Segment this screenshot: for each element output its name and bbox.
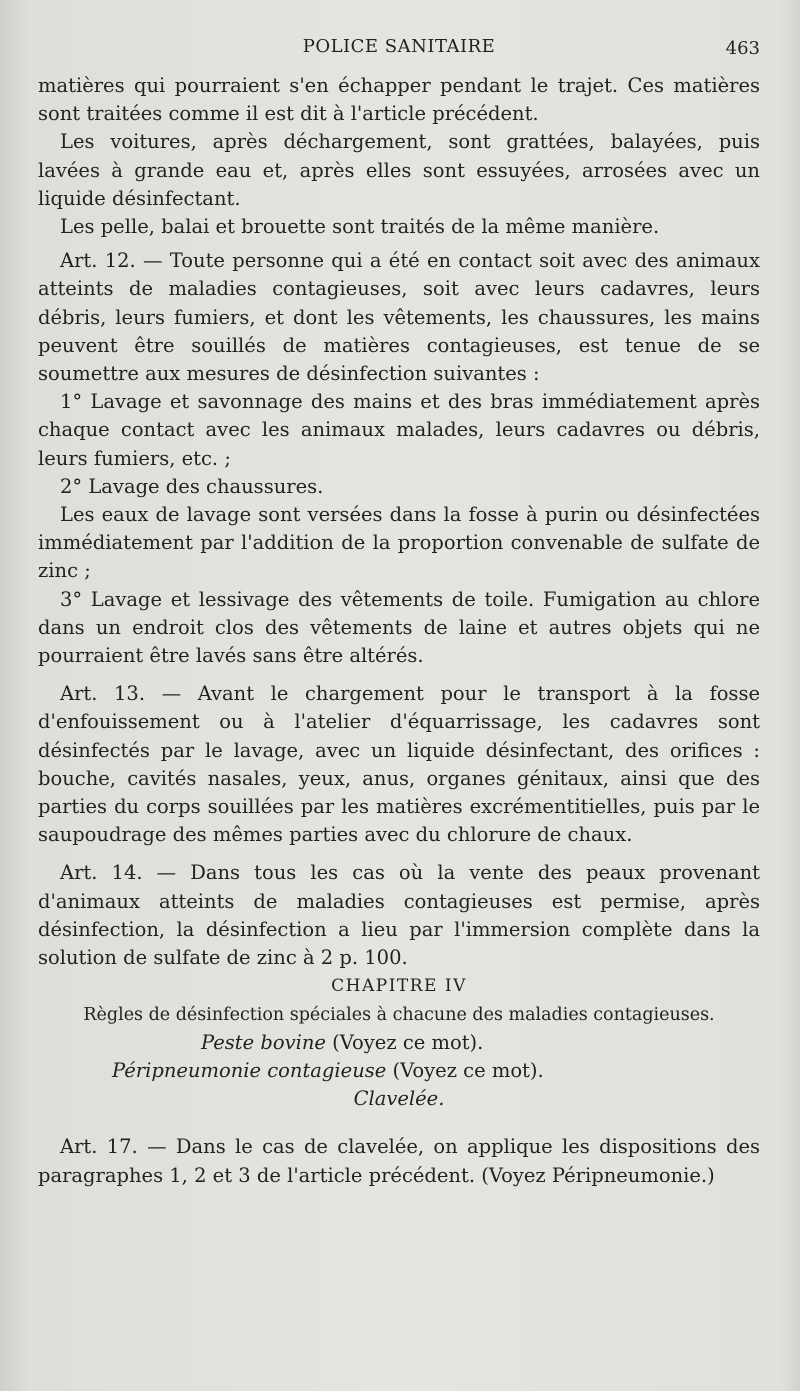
paragraph-eaux: Les eaux de lavage sont versées dans la fosse à purin ou désinfectées immédiatement par l'addition de la proportion convenable de sulfate de zinc ; xyxy=(38,503,760,583)
list-item-3: 3° Lavage et lessivage des vêtements de toile. Fumigation au chlore dans un endroit clos des vêtements de laine et autres objets qui ne pourraient être lavés sans être altérés. xyxy=(38,587,760,668)
article-12: Art. 12. — Toute personne qui a été en contact soit avec des animaux atteints de maladies contagieuses, soit avec leurs cadavres, leurs débris, leurs fumiers, et dont les vêtements, les chaussures, les mains peuvent être souillés de matières contagieuses, est tenue de se soumettre aux mesures de désinfection suivantes : xyxy=(38,249,760,386)
paragraph-voitures: Les voitures, après déchargement, sont grattées, balayées, puis lavées à grande eau et, après elles sont essuyées, arrosées avec un liquide désinfectant. xyxy=(38,130,760,210)
chapter-heading: CHAPITRE IV xyxy=(331,976,467,997)
section-title: Péripneumonie contagieuse xyxy=(112,1058,387,1082)
section-title: Clavelée. xyxy=(353,1087,445,1111)
list-item-1: 1° Lavage et savonnage des mains et des bras immédiatement après chaque contact avec les animaux malades, leurs cadavres ou débris, leurs fumiers, etc. ; xyxy=(38,390,760,470)
section-clavelee xyxy=(38,1085,760,1113)
article-17: Art. 17. — Dans le cas de clavelée, on applique les dispositions des paragraphes 1, 2 et 3 de l'article précédent. (Voyez Péripneumonie.) xyxy=(38,1135,760,1187)
running-head: POLICE SANITAIRE xyxy=(302,36,496,57)
section-peripneumonie xyxy=(38,1057,760,1085)
paragraph-pelle: Les pelle, balai et brouette sont traités de la même manière. xyxy=(60,215,660,239)
list-item-2: 2° Lavage des chaussures. xyxy=(60,474,324,498)
page-number: 463 xyxy=(725,38,760,59)
chapter-subtitle: Règles de désinfection spéciales à chacune des maladies contagieuses. xyxy=(83,1004,715,1025)
page-header xyxy=(38,36,760,60)
section-reference: (Voyez ce mot). xyxy=(325,1030,484,1054)
section-reference: (Voyez ce mot). xyxy=(386,1058,544,1082)
article-13: Art. 13. — Avant le chargement pour le transport à la fosse d'enfouissement ou à l'atelier d'équarrissage, les cadavres sont désinfectés par le lavage, avec un liquide désinfectant, des orifices : bouche, cavités nasales, yeux, anus, organes génitaux, ainsi que des parties du corps souillées par les matières excrémentitielles, puis par le saupoudrage des mêmes parties avec du chlorure de chaux. xyxy=(38,682,760,847)
article-14: Art. 14. — Dans tous les cas où la vente des peaux provenant d'animaux atteints de maladies contagieuses est permise, après désinfection, la désinfection a lieu par l'immersion complète dans la solution de sulfate de zinc à 2 p. 100. xyxy=(38,861,760,970)
section-peste-bovine xyxy=(38,1029,760,1057)
page-body xyxy=(38,72,760,1190)
section-title: Peste bovine xyxy=(201,1030,326,1054)
paragraph-continuation: matières qui pourraient s'en échapper pendant le trajet. Ces matières sont traitées comme il est dit à l'article précédent. xyxy=(38,74,760,126)
